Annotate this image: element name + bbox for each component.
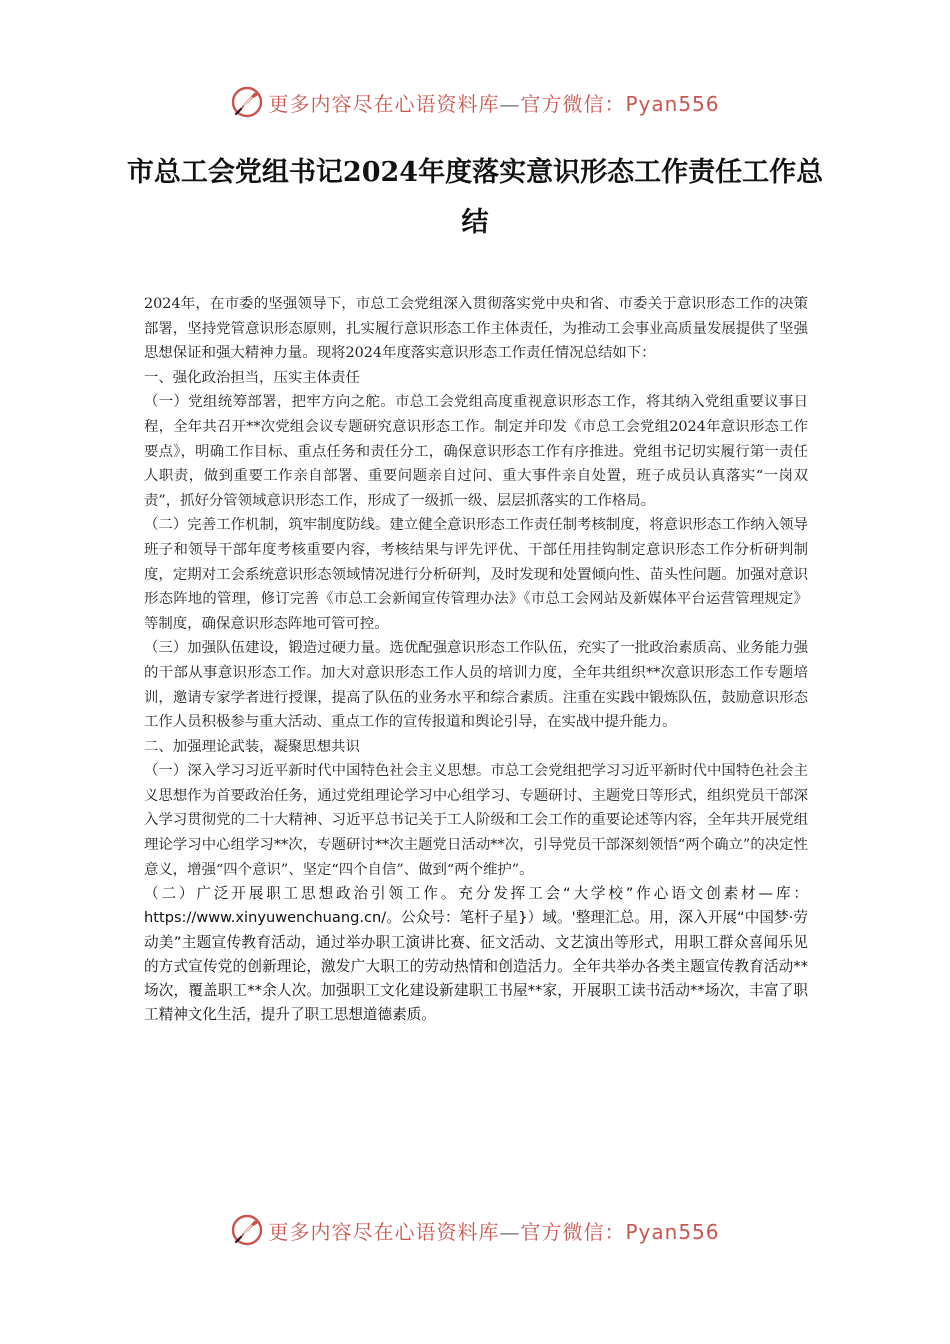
document-body [144, 292, 808, 1027]
watermark-wechat-label: 官方微信： [520, 91, 626, 116]
section-heading-1: 一、强化政治担当，压实主体责任 [144, 369, 360, 386]
header-watermark-banner [0, 82, 950, 122]
watermark-text [268, 1216, 719, 1245]
quill-pen-logo-icon [230, 85, 264, 119]
watermark-text [268, 88, 719, 117]
footer-watermark-banner [0, 1210, 950, 1250]
watermark-main: 更多内容尽在心语资料库 [268, 1219, 500, 1244]
paragraph-1-2: （二）完善工作机制，筑牢制度防线。建立健全意识形态工作责任制考核制度，将意识形态工作纳入领导班子和领导干部年度考核重要内容，考核结果与评先评优、干部任用挂钩制定意识形态工作分析研判制度，定期对工会系统意识形态领域情况进行分析研判，及时发现和处置倾向性、苗头性问题。加强对意识形态阵地的管理，修订完善《市总工会新闻宣传管理办法》《市总工会网站及新媒体平台运营管理规定》等制度，确保意识形态阵地可管可控。 [144, 517, 808, 632]
paragraph-2-1: （一）深入学习习近平新时代中国特色社会主义思想。市总工会党组把学习习近平新时代中国特色社会主义思想作为首要政治任务，通过党组理论学习中心组学习、专题研讨、主题党日等形式，组织党员干部深入学习贯彻党的二十大精神、习近平总书记关于工人阶级和工会工作的重要论述等内容，全年共开展党组理论学习中心组学习**次，专题研讨**次主题党日活动**次，引导党员干部深刻领悟“两个确立”的决定性意义，增强“四个意识”、坚定“四个自信”、做到“两个维护”。 [144, 763, 808, 878]
watermark-wechat-id: Pyan556 [625, 91, 720, 116]
quill-pen-logo-icon [230, 1213, 264, 1247]
paragraph-1-1: （一）党组统筹部署，把牢方向之舵。市总工会党组高度重视意识形态工作，将其纳入党组重要议事日程，全年共召开**次党组会议专题研究意识形态工作。制定并印发《市总工会党组2024年意识形态工作要点》，明确工作目标、重点任务和责任分工，确保意识形态工作有序推进。党组书记切实履行第一责任人职责，做到重要工作亲自部署、重要问题亲自过问、重大事件亲自处置，班子成员认真落实“一岗双责”，抓好分管领域意识形态工作，形成了一级抓一级、层层抓落实的工作格局。 [144, 394, 808, 509]
paragraph-2-2: （二）广泛开展职工思想政治引领工作。充分发挥工会“大学校”作心语文创素材—库：https://www.xinyuwenchuang.cn/。公众号：笔杆子星}）域。'整理汇总。用，深入开展“中国梦·劳动美”主题宣传教育活动，通过举办职工演讲比赛、征文活动、文艺演出等形式，用职工群众喜闻乐见的方式宣传党的创新理论，激发广大职工的劳动热情和创造活力。全年共举办各类主题宣传教育活动**场次，覆盖职工**余人次。加强职工文化建设新建职工书屋**家，开展职工读书活动**场次，丰富了职工精神文化生活，提升了职工思想道德素质。 [144, 885, 808, 1024]
section-heading-2: 二、加强理论武装，凝聚思想共识 [144, 738, 360, 755]
watermark-separator: — [499, 91, 521, 116]
document-title: 市总工会党组书记2024年度落实意识形态工作责任工作总结 [126, 157, 824, 238]
paragraph-1-3: （三）加强队伍建设，锻造过硬力量。选优配强意识形态工作队伍，充实了一批政治素质高、业务能力强的干部从事意识形态工作。加大对意识形态工作人员的培训力度，全年共组织**次意识形态工作专题培训，邀请专家学者进行授课，提高了队伍的业务水平和综合素质。注重在实践中锻炼队伍，鼓励意识形态工作人员积极参与重大活动、重点工作的宣传报道和舆论引导，在实战中提升能力。 [144, 640, 808, 731]
watermark-separator: — [499, 1219, 521, 1244]
watermark-wechat-id: Pyan556 [625, 1219, 720, 1244]
watermark-main: 更多内容尽在心语资料库 [268, 91, 500, 116]
watermark-wechat-label: 官方微信： [520, 1219, 626, 1244]
intro-paragraph: 2024年，在市委的坚强领导下，市总工会党组深入贯彻落实党中央和省、市委关于意识形态工作的决策部署，坚持党管意识形态原则，扎实履行意识形态工作主体责任，为推动工会事业高质量发展提供了坚强思想保证和强大精神力量。现将2024年度落实意识形态工作责任情况总结如下： [144, 296, 808, 362]
